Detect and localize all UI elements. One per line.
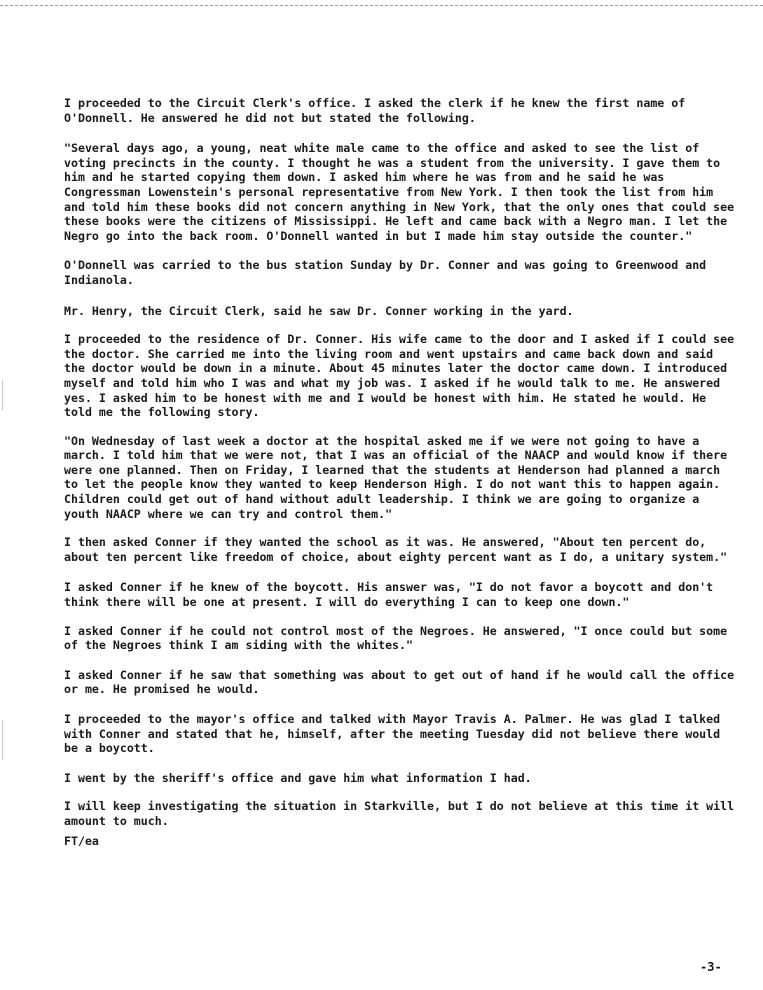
- document-body: [64, 96, 740, 848]
- typist-initials: FT/ea: [64, 833, 99, 848]
- paragraph-school-question: I then asked Conner if they wanted the school as it was. He answered, "About ten percent do, about ten percent like freedom of choice, about eighty percent want as I do, a unitary system.": [64, 535, 728, 564]
- paragraph-mayor-office: I proceeded to the mayor's office and talked with Mayor Travis A. Palmer. He was glad I talked with Conner and stated that he, himself, after the meeting Tuesday did not believe there would be a boycott.: [64, 712, 721, 756]
- page-top-edge: [0, 0, 763, 6]
- paragraph-closing: I will keep investigating the situation in Starkville, but I do not believe at this time it will amount to much.: [64, 799, 735, 828]
- paragraph-boycott-question: I asked Conner if he knew of the boycott. His answer was, "I do not favor a boycott and don't think there will be one at present. I will do everything I can to keep one down.": [64, 580, 714, 610]
- paragraph-mr-henry: Mr. Henry, the Circuit Clerk, said he saw Dr. Conner working in the yard.: [64, 303, 574, 318]
- paragraph-conner-quote: "On Wednesday of last week a doctor at the hospital asked me if we were not going to have a march. I told him that we were not, that I was an official of the NAACP and would know if there were one planned. Then on Friday, I learned that the students at Henderson had planned a march to let the people know they wanted to keep Henderson High. I do not want this to happen again. Children could get out of hand without adult leadership. I think we are going to organize a youth NAACP where we can try and control them.": [64, 433, 728, 521]
- paragraph-call-office: I asked Conner if he saw that something was about to get out of hand if he would call the office or me. He promised he would.: [64, 667, 735, 697]
- paragraph-clerk-visit: I proceeded to the Circuit Clerk's office. I asked the clerk if he knew the first name of O'Donnell. He answered he did not but stated the following.: [64, 96, 686, 125]
- paragraph-conner-residence: I proceeded to the residence of Dr. Conner. His wife came to the door and I asked if I could see the doctor. She carried me into the living room and went upstairs and came back down and said the doctor would be down in a minute. About 45 minutes later the doctor came down. I introduced myself and told him who I was and what my job was. I asked if he would talk to me. He answered yes. I asked him to be honest with me and I would be honest with him. He stated he would. He told me the following story.: [64, 332, 735, 420]
- paragraph-control-question: I asked Conner if he could not control most of the Negroes. He answered, "I once could but some of the Negroes think I am siding with the whites.": [64, 623, 728, 653]
- margin-mark: [2, 380, 3, 410]
- paragraph-bus-station: O'Donnell was carried to the bus station Sunday by Dr. Conner and was going to Greenwood and Indianola.: [64, 258, 707, 287]
- paragraph-sheriff-office: I went by the sheriff's office and gave him what information I had.: [64, 770, 532, 785]
- paragraph-clerk-quote: "Several days ago, a young, neat white male came to the office and asked to see the list of voting precincts in the county. I thought he was a student from the university. I gave them to him and he started copying them down. I asked him where he was from and he said he was Congressman Lowenstein's personal representative from New York. I then took the list from him and told him these books did not concern anything in New York, that the only ones that could see these books were the citizens of Mississippi. He left and came back with a Negro man. I let the Negro go into the back room. O'Donnell wanted in but I made him stay outside the counter.": [64, 141, 735, 243]
- margin-mark: [2, 720, 3, 760]
- page-number: -3-: [700, 960, 722, 974]
